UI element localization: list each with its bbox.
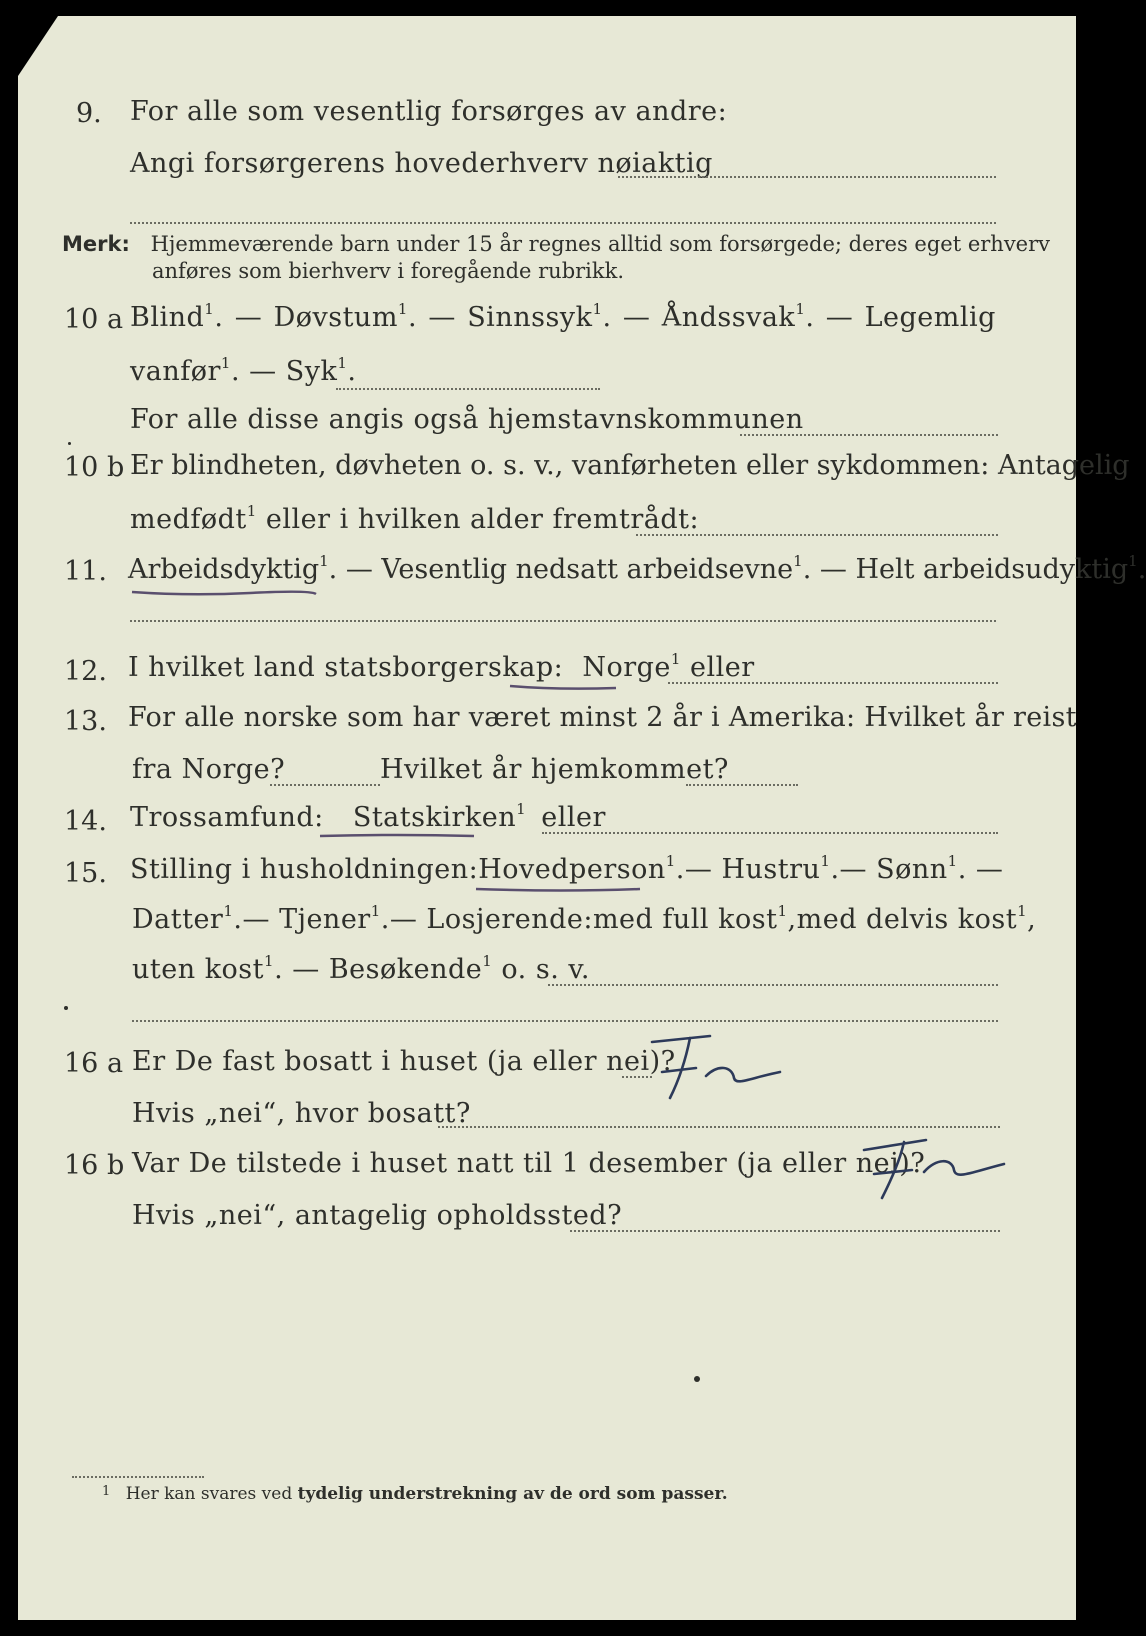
ink-dot: [68, 442, 71, 445]
q13-number: 13.: [64, 706, 107, 737]
opt-hustru[interactable]: — Hustru: [684, 854, 821, 885]
q9-line2: Angi forsørgerens hovederhverv nøiaktig: [130, 148, 713, 179]
underline-hovedperson: [474, 884, 644, 896]
q14-number: 14.: [64, 806, 107, 837]
q14-answer-line[interactable]: [542, 832, 998, 834]
opt-uten-kost[interactable]: uten kost: [132, 954, 265, 985]
opt-full-kost[interactable]: med full kost: [592, 904, 778, 935]
q16a-line2: Hvis „nei“, hvor bosatt?: [132, 1098, 471, 1129]
answer-16b-text: Ja: [854, 1126, 855, 1127]
opt-syk[interactable]: Syk: [285, 356, 338, 387]
q11-number: 11.: [64, 556, 107, 587]
q10a-line3: For alle disse angis også hjemstavnskommunen: [130, 404, 804, 435]
q10b-line2-rest: eller i hvilken alder fremtrådt:: [265, 504, 700, 535]
q16b-line1: Var De tilstede i huset natt til 1 desember (ja eller nei)?: [132, 1148, 926, 1179]
underline-statskirken: [318, 830, 478, 842]
q13-fra-norge: fra Norge?: [132, 754, 286, 785]
q16b-line2: Hvis „nei“, antagelig opholdssted?: [132, 1200, 623, 1231]
folded-corner: [18, 16, 58, 76]
footnote: [102, 1484, 728, 1504]
q13-line1: For alle norske som har været minst 2 år i Amerika: Hvilket år reist: [128, 702, 1077, 733]
q12-number: 12.: [64, 656, 107, 687]
q10a-line2: vanfør$^1$. — Syk$^1$.: [130, 354, 357, 387]
q12-eller: eller: [690, 652, 755, 683]
q10b-line1: Er blindheten, døvheten o. s. v., vanførheten eller sykdommen: Antagelig: [130, 450, 1130, 481]
q14-line: Trossamfund: Statskirken$^1$ eller: [130, 800, 606, 833]
opt-losjerende[interactable]: — Losjerende:: [389, 904, 593, 935]
handwritten-answer-16b: [854, 1126, 1014, 1206]
footnote-text-a: Her kan svares ved: [125, 1484, 293, 1504]
opt-delvis-kost[interactable]: med delvis kost: [796, 904, 1018, 935]
q13-hjemkommet: Hvilket år hjemkommet?: [380, 754, 729, 785]
q15-line2: Datter$^1$. — Tjener$^1$. — Losjerende: med full kost$^1$, med delvis kost$^1$,: [132, 902, 1037, 935]
ink-dot: [64, 1006, 68, 1010]
q15-prefix: Stilling i husholdningen:: [130, 854, 479, 885]
merk-label: Merk:: [62, 232, 130, 256]
merk-line2: anføres som bierhverv i foregående rubrikk.: [152, 259, 625, 283]
q10a-kommune-line[interactable]: [740, 434, 998, 436]
q14-prefix: Trossamfund:: [130, 802, 324, 833]
answer-16a-text: Ja: [640, 1028, 641, 1029]
q16a-line1: Er De fast bosatt i huset (ja eller nei)?: [132, 1046, 676, 1077]
q16b-opholdssted-line[interactable]: [570, 1230, 1000, 1232]
footnote-mark: 1: [102, 1484, 111, 1499]
q9-number: 9.: [76, 98, 102, 129]
q12-line: I hvilket land statsborgerskap: Norge$^1$ eller: [128, 650, 755, 683]
merk-line1: Hjemmeværende barn under 15 år regnes alltid som forsørgede; deres eget erhverv: [150, 232, 1051, 256]
opt-nedsatt[interactable]: — Vesentlig nedsatt arbeidsevne: [345, 554, 794, 585]
opt-statskirken[interactable]: Statskirken: [352, 802, 517, 833]
q9-answer-line-2[interactable]: [130, 222, 996, 224]
merk-note: [62, 232, 1050, 256]
opt-andssvak[interactable]: Åndssvak: [661, 302, 796, 333]
q10a-syk-line[interactable]: [336, 388, 600, 390]
opt-medfodt[interactable]: medfødt: [130, 504, 247, 535]
underline-arbeidsdyktig: [130, 586, 320, 600]
q15-line1: Stilling i husholdningen: Hovedperson$^1$. — Hustru$^1$. — Sønn$^1$. —: [130, 852, 1004, 885]
q9-line1: For alle som vesentlig forsørges av andre:: [130, 96, 728, 127]
q16a-number: 16 a: [64, 1048, 124, 1079]
opt-datter[interactable]: Datter: [132, 904, 224, 935]
q15-osv: o. s. v.: [501, 954, 590, 985]
q10a-line1: Blind$^1$. — Døvstum$^1$. — Sinnssyk$^1$. — Åndssvak$^1$. — Legemlig: [130, 300, 996, 333]
q13-hjemkommet-line[interactable]: [686, 784, 798, 786]
ink-dot: [694, 1376, 700, 1382]
opt-hovedperson[interactable]: Hovedperson: [478, 854, 666, 885]
footnote-divider: [72, 1476, 204, 1478]
q10b-line2: medfødt$^1$ eller i hvilken alder fremtrådt:: [130, 502, 700, 535]
opt-vanfor[interactable]: vanfør: [130, 356, 221, 387]
opt-legemlig[interactable]: Legemlig: [864, 302, 996, 333]
footnote-text-b: tydelig understrekning av de ord som passer.: [297, 1484, 728, 1504]
handwritten-answer-16a: [640, 1028, 790, 1108]
opt-udyktig[interactable]: — Helt arbeidsudyktig: [819, 554, 1129, 585]
q10b-answer-line[interactable]: [636, 534, 998, 536]
q15-line3: uten kost$^1$. — Besøkende$^1$ o. s. v.: [132, 952, 590, 985]
q15-number: 15.: [64, 858, 107, 889]
q10a-number: 10 a: [64, 304, 124, 335]
census-form-page: [18, 16, 1146, 1620]
opt-blind[interactable]: Blind: [130, 302, 205, 333]
underline-norge: [508, 682, 620, 694]
opt-sinnssyk[interactable]: Sinnssyk: [467, 302, 593, 333]
q12-answer-line[interactable]: [668, 682, 998, 684]
q10b-number: 10 b: [64, 452, 125, 483]
q11-line: Arbeidsdyktig$^1$. — Vesentlig nedsatt arbeidsevne$^1$. — Helt arbeidsudyktig$^1$.: [128, 552, 1146, 585]
opt-tjener[interactable]: — Tjener: [242, 904, 371, 935]
q11-answer-line[interactable]: [130, 620, 996, 622]
opt-dovstum[interactable]: Døvstum: [273, 302, 398, 333]
q14-eller: eller: [541, 802, 606, 833]
q13-reist-line[interactable]: [270, 784, 380, 786]
opt-besokende[interactable]: — Besøkende: [292, 954, 483, 985]
opt-sonn[interactable]: — Sønn: [839, 854, 948, 885]
q12-prefix: I hvilket land statsborgerskap:: [128, 652, 564, 683]
q9-answer-line[interactable]: [618, 176, 996, 178]
opt-norge[interactable]: Norge: [582, 652, 671, 683]
q16b-number: 16 b: [64, 1150, 125, 1181]
q15-answer-line-2[interactable]: [132, 1020, 998, 1022]
opt-arbeidsdyktig[interactable]: Arbeidsdyktig: [128, 554, 320, 585]
q15-answer-line[interactable]: [548, 984, 998, 986]
